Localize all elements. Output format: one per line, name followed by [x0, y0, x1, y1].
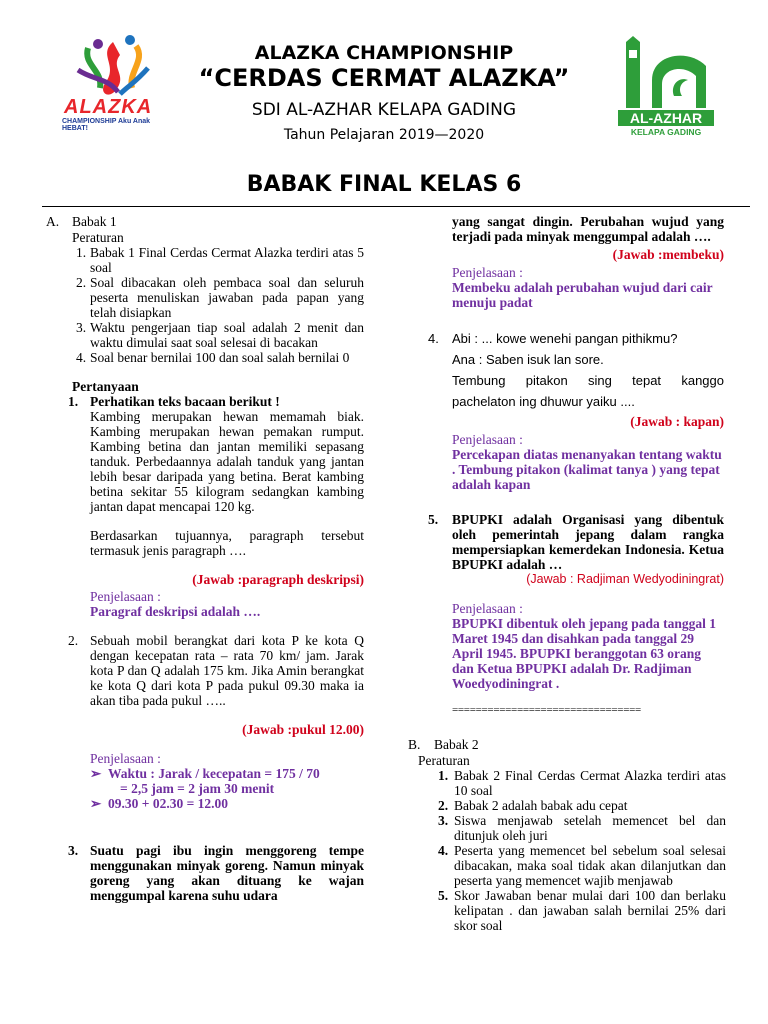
- question-3: 3. Suatu pagi ibu ingin menggoreng tempe menggunakan minyak goreng. Namun minyak goreng yang akan dituang ke wajan menggumpal karena suhu udara: [68, 843, 364, 903]
- question-2: 2. Sebuah mobil berangkat dari kota P ke kota Q dengan kecepatan rata – rata 70 km/ jam. Jarak kota P dan Q adalah 175 km. Jika Amin berangkat ke kota Q dari kota P pada pukul 09.30 maka ia akan tiba pada pukul ….. (Jawab :pukul 12.00) Penjelasaan : ➢ Waktu : Jarak / kecepatan = 175 / 70 = 2,5 jam = 2 jam 30 menit ➢ 09.30 + 02.30 = 12.00: [68, 633, 364, 811]
- rule-item: 3. Waktu pengerjaan tiap soal adalah 2 menit dan waktu dimulai saat soal selesai di bacakan: [76, 320, 364, 350]
- q2-bullet-1: ➢ Waktu : Jarak / kecepatan = 175 / 70: [90, 766, 320, 781]
- title-divider: [42, 206, 750, 207]
- q3-text-part1: Suatu pagi ibu ingin menggoreng tempe menggunakan minyak goreng. Namun minyak goreng yang akan dituang ke wajan menggumpal karena suhu udara: [90, 843, 364, 903]
- rule-item: 1. Babak 2 Final Cerdas Cermat Alazka terdiri atas 10 soal: [438, 768, 726, 798]
- rule-item: 5. Skor Jawaban benar mulai dari 100 dan berlaku kelipatan . dan jawaban salah bernilai 25% dari skor soal: [438, 888, 726, 933]
- q4-expl-label: Penjelasaan :: [452, 432, 523, 447]
- rule-item: 4. Peserta yang memencet bel sebelum soal selesai dibacakan, maka soal tidak akan dilanjutkan dan peserta yang memencet wajib menjawab: [438, 843, 726, 888]
- rule-item: 1. Babak 1 Final Cerdas Cermat Alazka terdiri atas 5 soal: [76, 245, 364, 275]
- q1-passage: Kambing merupakan hewan memamah biak. Kambing merupakan hewan pemakan rumput. Kambing betina dan jantan memiliki sepasang tanduk. Perbedaannya adalah tanduk yang jantan lebih besar daripada yang betina. Berat kambing betina sekitar 55 kilogram sedangkan kambing jantan dapat mencapai 120 kg.: [90, 409, 364, 514]
- rule-item: 2. Soal dibacakan oleh pembaca soal dan seluruh peserta menuliskan jawaban pada papan yang telah disiapkan: [76, 275, 364, 320]
- q4-line1: Abi : ... kowe wenehi pangan pithikmu?: [452, 331, 678, 346]
- q5-expl-label: Penjelasaan :: [452, 601, 523, 616]
- header-line3: SDI AL-AZHAR KELAPA GADING: [251, 100, 517, 120]
- q2-answer: (Jawab :pukul 12.00): [242, 722, 364, 737]
- q3-text-part2: yang sangat dingin. Perubahan wujud yang terjadi pada minyak menggumpal adalah ….: [452, 214, 724, 244]
- babak1-letter: A.: [46, 214, 60, 229]
- babak1-heading: Babak 1: [72, 214, 117, 229]
- right-column: [428, 214, 724, 718]
- q2-bullet-1-cont: = 2,5 jam = 2 jam 30 menit: [120, 781, 275, 796]
- al-azhar-logo-text: AL-AZHAR: [618, 110, 714, 126]
- q3-expl: Membeku adalah perubahan wujud dari cair menuju padat: [452, 280, 713, 310]
- q1-question: Berdasarkan tujuannya, paragraph tersebut termasuk jenis paragraph ….: [90, 528, 364, 558]
- q1-title: Perhatikan teks bacaan berikut !: [90, 394, 280, 409]
- q1-answer: (Jawab :paragraph deskripsi): [192, 572, 364, 587]
- q4-line3: Tembung pitakon sing tepat kanggo pachelaton ing dhuwur yaiku ....: [452, 373, 724, 409]
- section-separator: ================================: [452, 704, 641, 716]
- question-5: 5. BPUPKI adalah Organisasi yang dibentuk oleh pemerintah jepang dalam rangka mempersiapkan kemerdekan Indonesia. Ketua BPUPKI adalah …: [428, 512, 724, 572]
- header-line4: Tahun Pelajaran 2019—2020: [283, 127, 485, 143]
- q5-text: BPUPKI adalah Organisasi yang dibentuk oleh pemerintah jepang dalam rangka mempersiapkan kemerdekan Indonesia. Ketua BPUPKI adalah …: [452, 512, 724, 572]
- q1-expl-label: Penjelasaan :: [90, 589, 161, 604]
- header-line1: ALAZKA CHAMPIONSHIP: [254, 42, 514, 64]
- q5-expl: BPUPKI dibentuk oleh jepang pada tanggal 1 Maret 1945 dan disahkan pada tanggal 29 April 1945. BPUPKI beranggotan 63 orang dan Ketua BPUPKI adalah Dr. Radjiman Woedyodiningrat .: [452, 616, 717, 691]
- babak2-rules-label: Peraturan: [418, 753, 470, 768]
- arrow-bullet-icon: ➢: [90, 796, 102, 811]
- arrow-bullet-icon: ➢: [90, 766, 102, 781]
- q3-answer: (Jawab :membeku): [612, 247, 724, 262]
- rule-item: 4. Soal benar bernilai 100 dan soal salah bernilai 0: [76, 350, 350, 365]
- q4-answer: (Jawab : kapan): [630, 414, 724, 429]
- q3-expl-label: Penjelasaan :: [452, 265, 523, 280]
- q1-expl: Paragraf deskripsi adalah ….: [90, 604, 261, 619]
- babak2-rules-list: [438, 768, 726, 933]
- q5-answer: (Jawab : Radjiman Wedyodiningrat): [526, 572, 724, 586]
- header-line2: “CERDAS CERMAT ALAZKA”: [198, 64, 570, 92]
- question-4: 4. Abi : ... kowe wenehi pangan pithikmu? Ana : Saben isuk lan sore. Tembung pitakon sing tepat kanggo pachelaton ing dhuwur yaiku ....: [452, 328, 724, 412]
- alazka-logo-subtext: CHAMPIONSHIP Aku Anak HEBAT!: [62, 118, 151, 132]
- babak2-section: [408, 737, 726, 933]
- al-azhar-logo-subtext: KELAPA GADING: [630, 127, 702, 137]
- q2-bullet-2: ➢ 09.30 + 02.30 = 12.00: [90, 796, 229, 811]
- q2-expl-label: Penjelasaan :: [90, 751, 161, 766]
- babak1-rules-label: Peraturan: [72, 230, 124, 245]
- babak1-rules-list: [76, 245, 364, 365]
- rule-item: 3. Siswa menjawab setelah memencet bel dan ditunjuk oleh juri: [438, 813, 726, 843]
- page-title: BABAK FINAL KELAS 6: [246, 172, 522, 197]
- babak2-letter: B.: [408, 737, 421, 752]
- left-column: [46, 214, 364, 903]
- rule-item: 2. Babak 2 adalah babak adu cepat: [438, 798, 628, 813]
- q4-line2: Ana : Saben isuk lan sore.: [452, 352, 604, 367]
- q2-text: Sebuah mobil berangkat dari kota P ke kota Q dengan kecepatan rata – rata 70 km/ jam. Jarak kota P dan Q adalah 175 km. Jika Amin berangkat ke kota Q dari kota P pada pukul 09.30 maka ia akan tiba pada pukul …..: [90, 633, 364, 708]
- question-1: 1. Perhatikan teks bacaan berikut ! Kambing merupakan hewan memamah biak. Kambing merupakan hewan pemakan rumput. Kambing betina dan jantan memiliki sepasang tanduk. Perbedaannya adalah tanduk yang jantan lebih besar daripada yang betina. Berat kambing betina sekitar 55 kilogram sedangkan kambing jantan dapat mencapai 120 kg. Berdasarkan tujuannya, paragraph tersebut termasuk jenis paragraph …. (Jawab :paragraph deskripsi) Penjelasaan : Paragraf deskripsi adalah ….: [68, 394, 364, 619]
- questions-label: Pertanyaan: [72, 379, 139, 394]
- q4-expl: Percekapan diatas menanyakan tentang waktu . Tembung pitakon (kalimat tanya ) yang tepat adalah kapan: [452, 447, 722, 492]
- babak2-heading: Babak 2: [434, 737, 479, 752]
- alazka-logo-text: ALAZKA: [64, 96, 153, 118]
